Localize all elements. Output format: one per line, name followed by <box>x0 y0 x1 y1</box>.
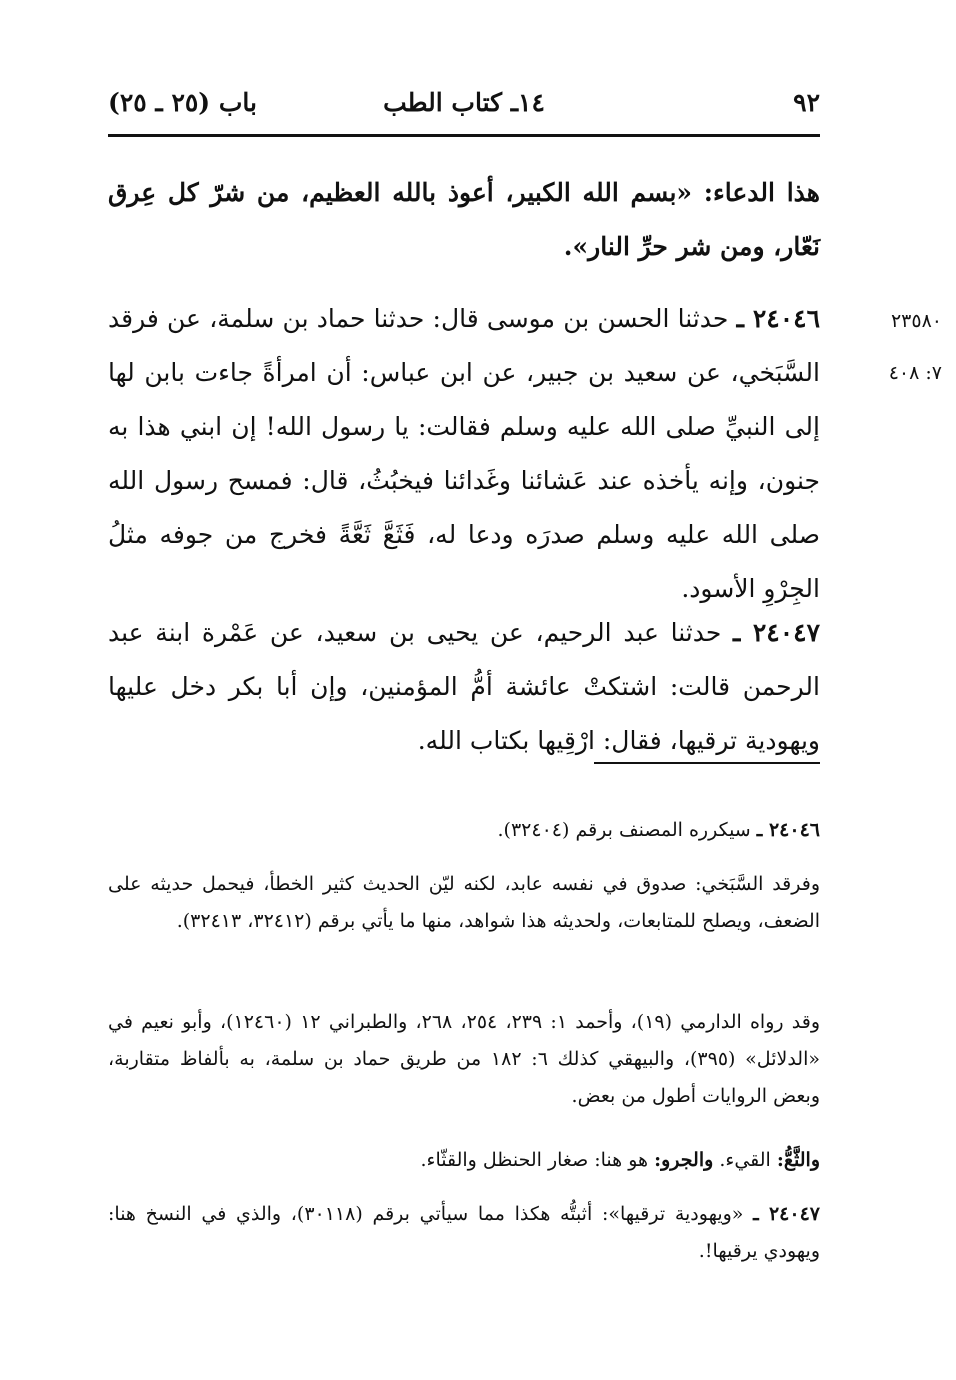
page-number: ٩٢ <box>793 88 820 117</box>
footnote-5 <box>108 1196 820 1270</box>
page-header <box>108 88 820 128</box>
glossary-term: والثَّعُّ: <box>776 1149 820 1171</box>
footnote-text: «ويهودية ترقيها»: أثبتُّه هكذا مما سيأتي برقم (٣٠١١٨)، والذي في النسخ هنا: ويهودي يرقيها!. <box>108 1203 820 1262</box>
footnote-2: وفرقد السَّبَخي: صدوق في نفسه عابد، لكنه ليّن الحديث كثير الخطأ، فيحمل حديثه على الضعف، ويصلح للمتابعات، ولحديثه هذا شواهد، منها ما يأتي برقم (٣٢٤١٢، ٣٢٤١٣). <box>108 873 820 932</box>
footnote-4 <box>108 1142 820 1179</box>
hadith-24047 <box>108 606 820 768</box>
hadith-number: ٢٤٠٤٦ ـ <box>736 304 820 333</box>
footnote-3: وقد رواه الدارمي (١٩)، وأحمد ١: ٢٣٩، ٢٥٤، ٢٦٨، والطبراني ١٢ (١٢٤٦٠)، وأبو نعيم في «الدلائل» (٣٩٥)، والبيهقي كذلك ٦: ١٨٢ من طريق حماد بن سلمة، به بألفاظ متقاربة، وبعض الروايات أطول من بعض. <box>108 1011 821 1107</box>
chapter-label: باب (٢٥ ـ ٢٥) <box>108 88 257 117</box>
footnote-divider <box>594 762 820 764</box>
glossary-term: والجرو: <box>654 1149 714 1171</box>
book-title: ١٤ـ كتاب الطب <box>383 88 545 117</box>
header-divider <box>108 134 820 137</box>
footnote-text: سيكرره المصنف برقم (٣٢٤٠٤). <box>497 819 751 841</box>
footnote-number: ٢٤٠٤٧ ـ <box>753 1203 820 1225</box>
hadith-text: حدثنا عبد الرحيم، عن يحيى بن سعيد، عن عَمْرة ابنة عبد الرحمن قالت: اشتكتْ عائشة أمُّ المؤمنين، وإن أبا بكر دخل عليها ويهودية ترقيها، فقال: ارْقِيها بكتاب الله. <box>108 618 820 755</box>
footnote-number: ٢٤٠٤٦ ـ <box>756 819 820 841</box>
hadith-text: حدثنا الحسن بن موسى قال: حدثنا حماد بن سلمة، عن فرقد السَّبَخي، عن سعيد بن جبير، عن ابن عباس: أن امرأةً جاءت بابن لها إلى النبيِّ صلى الله عليه وسلم فقالت: يا رسول الله! إن ابني هذا به جنون، وإنه يأخذه عند عَشائنا وغَدائنا فيخبُثُ، قال: فمسح رسول الله صلى الله عليه وسلم صدرَه ودعا له، فَثَعَّ ثَعَّةً فخرج من جوفه مثلُ الجِرْوِ الأسود. <box>108 304 820 603</box>
hadith-24046 <box>108 292 820 616</box>
margin-reference-2: ٧: ٤٠٨ <box>888 362 942 384</box>
glossary-definition: القيء. <box>719 1149 771 1171</box>
margin-reference-1: ٢٣٥٨٠ <box>890 310 942 332</box>
body-paragraph-1: هذا الدعاء: «بسم الله الكبير، أعوذ بالله العظيم، من شرّ كل عِرق نَعّار، ومن شر حرِّ النار». <box>108 178 820 261</box>
footnote-1 <box>108 812 820 849</box>
hadith-number: ٢٤٠٤٧ ـ <box>733 618 820 647</box>
glossary-definition: هو هنا: صغار الحنظل والقثّاء. <box>420 1149 649 1171</box>
